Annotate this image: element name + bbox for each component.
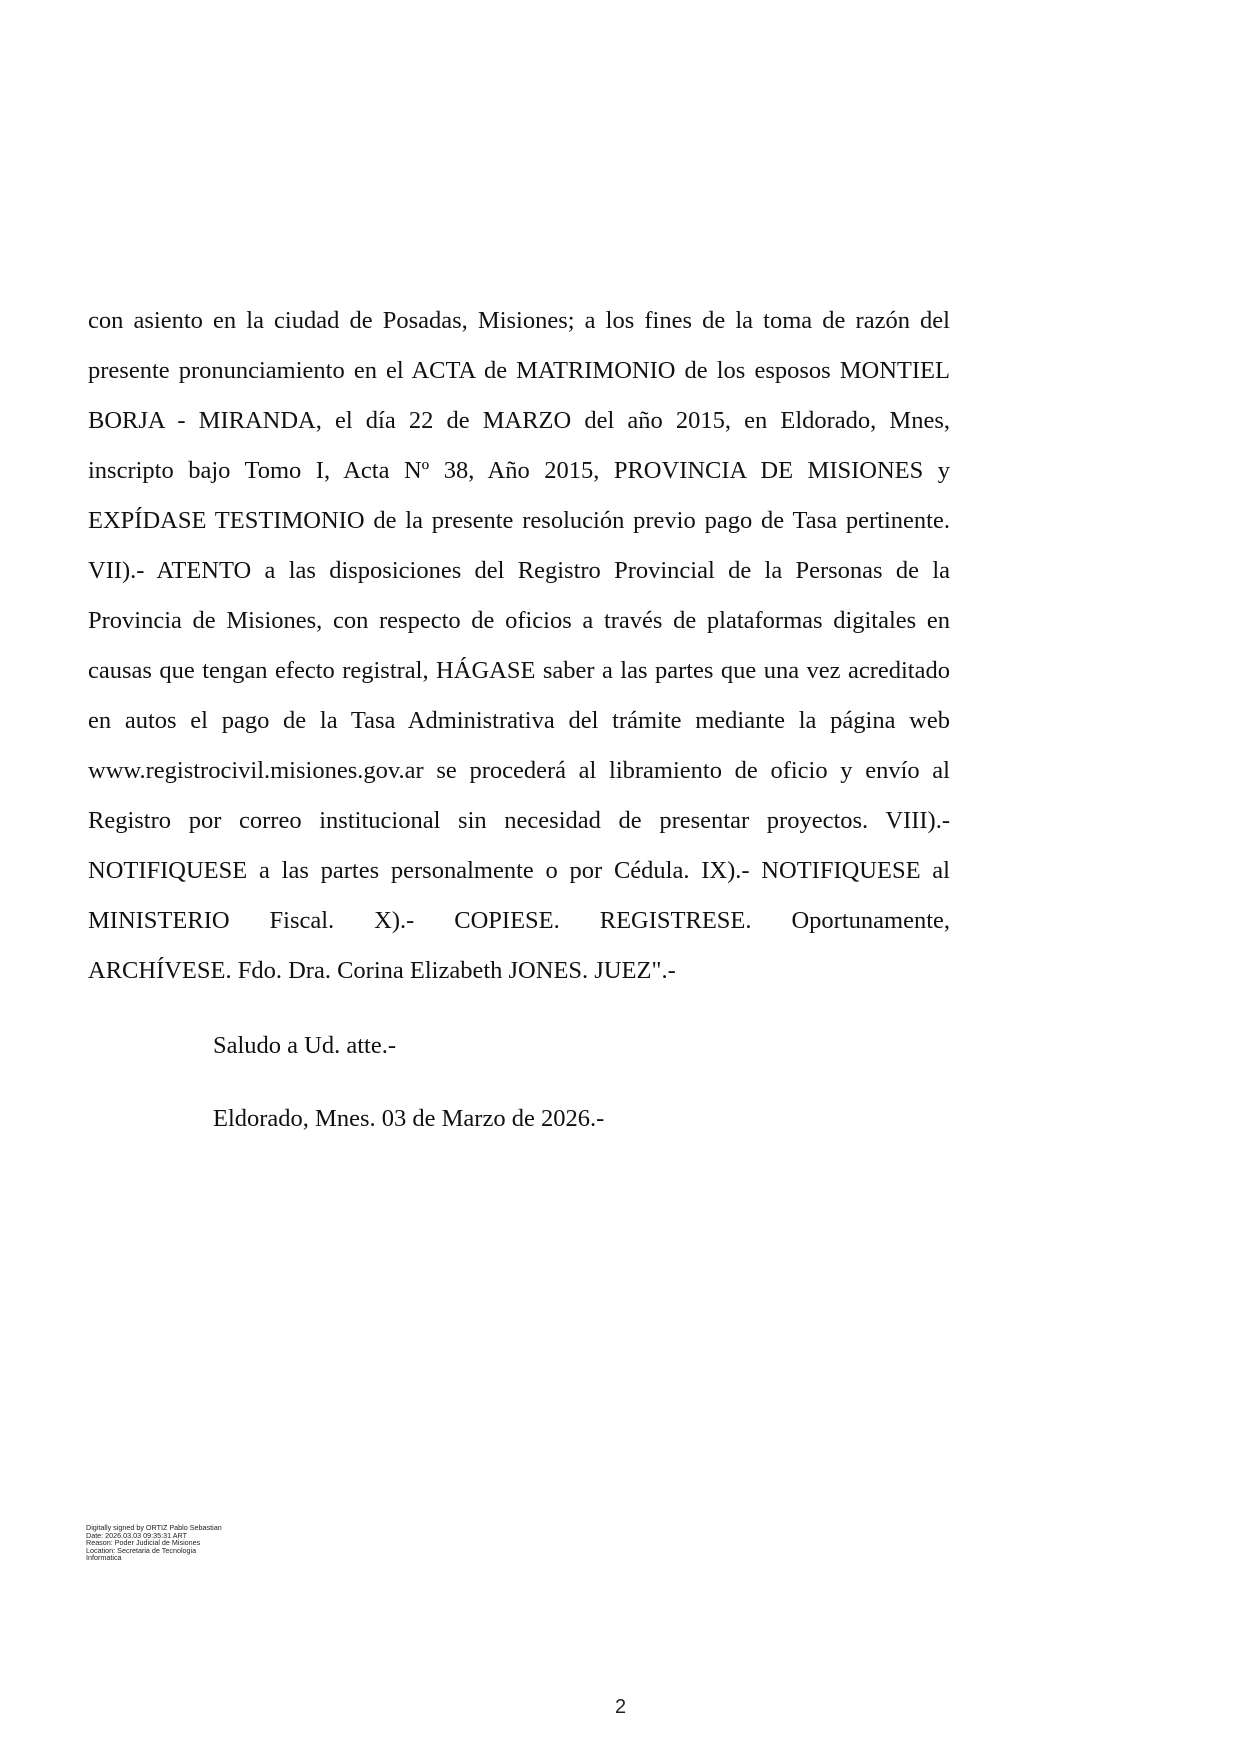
document-body [88,296,950,996]
signature-line: Reason: Poder Judicial de Misiones [86,1538,201,1548]
body-line: www.registrocivil.misiones.gov.ar se procederá al libramiento de oficio y envío al [88,757,950,784]
digital-signature-stamp [86,1524,286,1562]
signature-line: Location: Secretaria de Tecnologia [86,1545,197,1555]
body-line: MINISTERIO Fiscal. X).- COPIESE. REGISTRESE. Oportunamente, [88,907,950,934]
signature-line: Informatica [86,1553,122,1563]
body-line: inscripto bajo Tomo I, Acta Nº 38, Año 2015, PROVINCIA DE MISIONES y [88,457,950,484]
body-line: en autos el pago de la Tasa Administrativa del trámite mediante la página web [88,707,950,734]
body-line: VII).- ATENTO a las disposiciones del Registro Provincial de la Personas de la [88,557,950,584]
body-line: presente pronunciamiento en el ACTA de MATRIMONIO de los esposos MONTIEL [88,357,950,384]
body-line: BORJA - MIRANDA, el día 22 de MARZO del año 2015, en Eldorado, Mnes, [88,407,950,434]
body-line: con asiento en la ciudad de Posadas, Misiones; a los fines de la toma de razón del [88,307,950,334]
body-line: NOTIFIQUESE a las partes personalmente o por Cédula. IX).- NOTIFIQUESE al [88,857,950,884]
page-number: 2 [614,1696,627,1718]
body-line: ARCHÍVESE. Fdo. Dra. Corina Elizabeth JONES. JUEZ".- [88,957,676,984]
body-line: causas que tengan efecto registral, HÁGASE saber a las partes que una vez acreditado [88,657,950,684]
closing-greeting: Saludo a Ud. atte.- [213,1032,397,1059]
signature-line: Date: 2026.03.03 09:35:31 ART [86,1530,187,1540]
body-line: Registro por correo institucional sin necesidad de presentar proyectos. VIII).- [88,807,950,834]
signature-line: Digitally signed by ORTIZ Pablo Sebastian [86,1523,222,1532]
body-line: EXPÍDASE TESTIMONIO de la presente resolución previo pago de Tasa pertinente. [88,507,950,534]
body-line: Provincia de Misiones, con respecto de oficios a través de plataformas digitales en [88,607,950,634]
closing-place-date: Eldorado, Mnes. 03 de Marzo de 2026.- [213,1105,605,1132]
